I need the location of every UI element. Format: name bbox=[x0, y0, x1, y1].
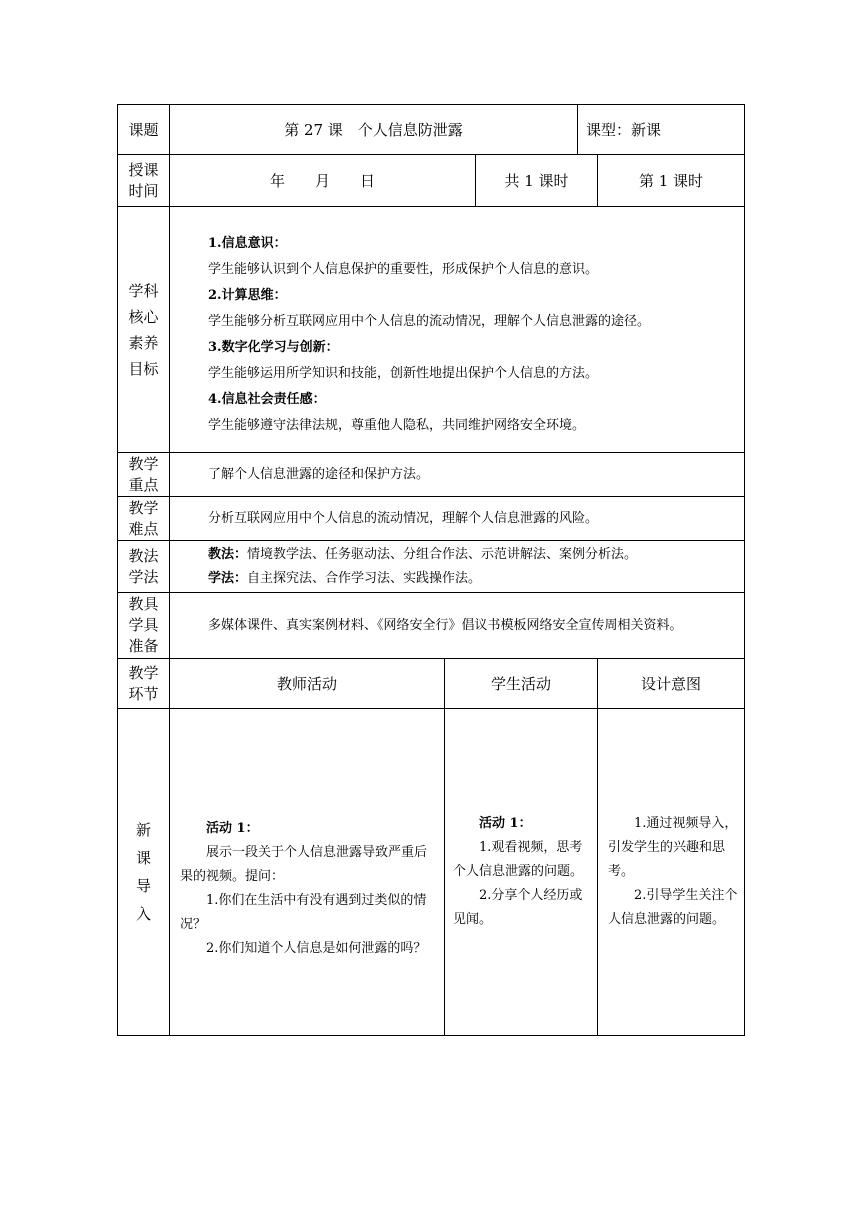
teacher-activity-question: 1.你们在生活中有没有遇到过类似的情况？ bbox=[180, 893, 427, 932]
objectives-label-line-1: 学科 bbox=[128, 281, 159, 300]
teacher-activity-heading: 活动 1： bbox=[206, 821, 259, 836]
objective-text: 学生能够运用所学知识和技能，创新性地提出保护个人信息的方法。 bbox=[208, 365, 599, 381]
teaching-method-label: 教法： bbox=[208, 546, 248, 562]
materials-label-line-3: 准备 bbox=[128, 637, 159, 655]
intro-label-char-4: 入 bbox=[135, 905, 151, 923]
objective-heading: 1.信息意识： bbox=[208, 235, 287, 251]
difficulty-label bbox=[118, 497, 170, 541]
key-point-text: 了解个人信息泄露的途径和保护方法。 bbox=[170, 453, 745, 497]
methods-label-line-1: 教法 bbox=[128, 546, 159, 565]
difficulty-text: 分析互联网应用中个人信息的流动情况，理解个人信息泄露的风险。 bbox=[170, 497, 745, 541]
lesson-title: 第 27 课 个人信息防泄露 bbox=[170, 105, 578, 155]
learning-method-text: 自主探究法、合作学习法、实践操作法。 bbox=[247, 570, 482, 586]
row-difficulty bbox=[118, 497, 745, 541]
difficulty-label-line-2: 难点 bbox=[128, 519, 159, 538]
objectives-label bbox=[118, 207, 170, 453]
row-key-point bbox=[118, 453, 745, 497]
teacher-activity-question: 2.你们知道个人信息是如何泄露的吗？ bbox=[206, 941, 427, 956]
objectives-content bbox=[170, 207, 745, 453]
time-label-line-2: 时间 bbox=[128, 181, 159, 200]
learning-method-label: 学法： bbox=[208, 570, 248, 586]
lesson-date: 年 月 日 bbox=[170, 155, 476, 207]
teacher-activity-header: 教师活动 bbox=[170, 659, 445, 709]
teaching-method-line bbox=[208, 543, 736, 567]
objective-heading: 4.信息社会责任感： bbox=[208, 391, 326, 407]
student-activity-cell bbox=[445, 709, 598, 1036]
time-label bbox=[118, 155, 170, 207]
row-topic bbox=[118, 105, 745, 155]
objective-heading: 3.数字化学习与创新： bbox=[208, 339, 339, 355]
teaching-method-text: 情境教学法、任务驱动法、分组合作法、示范讲解法、案例分析法。 bbox=[247, 546, 638, 562]
process-label-line-2: 环节 bbox=[128, 684, 159, 703]
objectives-label-line-2: 核心 bbox=[128, 307, 159, 326]
key-point-label bbox=[118, 453, 170, 497]
row-objectives bbox=[118, 207, 745, 453]
materials-label-line-2: 学具 bbox=[128, 616, 159, 634]
lesson-type: 课型：新课 bbox=[578, 105, 745, 155]
student-activity-item: 1.观看视频，思考个人信息泄露的问题。 bbox=[453, 840, 584, 879]
student-activity-item: 2.分享个人经历或见闻。 bbox=[453, 888, 583, 927]
methods-label bbox=[118, 541, 170, 593]
total-periods: 共 1 课时 bbox=[476, 155, 598, 207]
topic-label: 课题 bbox=[118, 105, 170, 155]
key-point-label-line-2: 重点 bbox=[128, 475, 159, 494]
design-intent-header: 设计意图 bbox=[598, 659, 745, 709]
row-methods bbox=[118, 541, 745, 593]
student-activity-header: 学生活动 bbox=[445, 659, 598, 709]
objectives-label-line-3: 素养 bbox=[128, 333, 159, 352]
intro-label-char-1: 新 bbox=[135, 821, 151, 839]
materials-label bbox=[118, 593, 170, 659]
process-label-line-1: 教学 bbox=[128, 663, 159, 682]
row-process-header bbox=[118, 659, 745, 709]
intro-label-char-3: 导 bbox=[135, 877, 151, 895]
process-label bbox=[118, 659, 170, 709]
current-period: 第 1 课时 bbox=[598, 155, 745, 207]
methods-label-line-2: 学法 bbox=[128, 567, 159, 586]
intro-label-char-2: 课 bbox=[135, 849, 151, 867]
objective-text: 学生能够认识到个人信息保护的重要性，形成保护个人信息的意识。 bbox=[208, 261, 599, 277]
lesson-plan-table bbox=[117, 104, 745, 1036]
objectives-label-line-4: 目标 bbox=[128, 359, 159, 378]
design-intent-cell bbox=[598, 709, 745, 1036]
row-intro bbox=[118, 709, 745, 1036]
row-materials bbox=[118, 593, 745, 659]
objective-text: 学生能够遵守法律法规，尊重他人隐私，共同维护网络安全环境。 bbox=[208, 417, 586, 433]
teacher-activity-cell bbox=[170, 709, 445, 1036]
design-intent-item: 1.通过视频导入，引发学生的兴趣和思考。 bbox=[608, 816, 738, 879]
methods-content bbox=[170, 541, 745, 593]
learning-method-line bbox=[208, 567, 736, 591]
teacher-activity-text: 展示一段关于个人信息泄露导致严重后果的视频。提问： bbox=[180, 845, 428, 884]
time-label-line-1: 授课 bbox=[128, 160, 159, 179]
row-time bbox=[118, 155, 745, 207]
objective-text: 学生能够分析互联网应用中个人信息的流动情况，理解个人信息泄露的途径。 bbox=[208, 313, 651, 329]
student-activity-heading: 活动 1： bbox=[479, 816, 532, 831]
objective-heading: 2.计算思维： bbox=[208, 287, 287, 303]
design-intent-item: 2.引导学生关注个人信息泄露的问题。 bbox=[608, 888, 738, 927]
key-point-label-line-1: 教学 bbox=[128, 454, 159, 473]
materials-label-line-1: 教具 bbox=[128, 595, 159, 613]
intro-label bbox=[118, 709, 170, 1036]
materials-text: 多媒体课件、真实案例材料、《网络安全行》倡议书模板网络安全宣传周相关资料。 bbox=[170, 593, 745, 659]
difficulty-label-line-1: 教学 bbox=[128, 498, 159, 517]
